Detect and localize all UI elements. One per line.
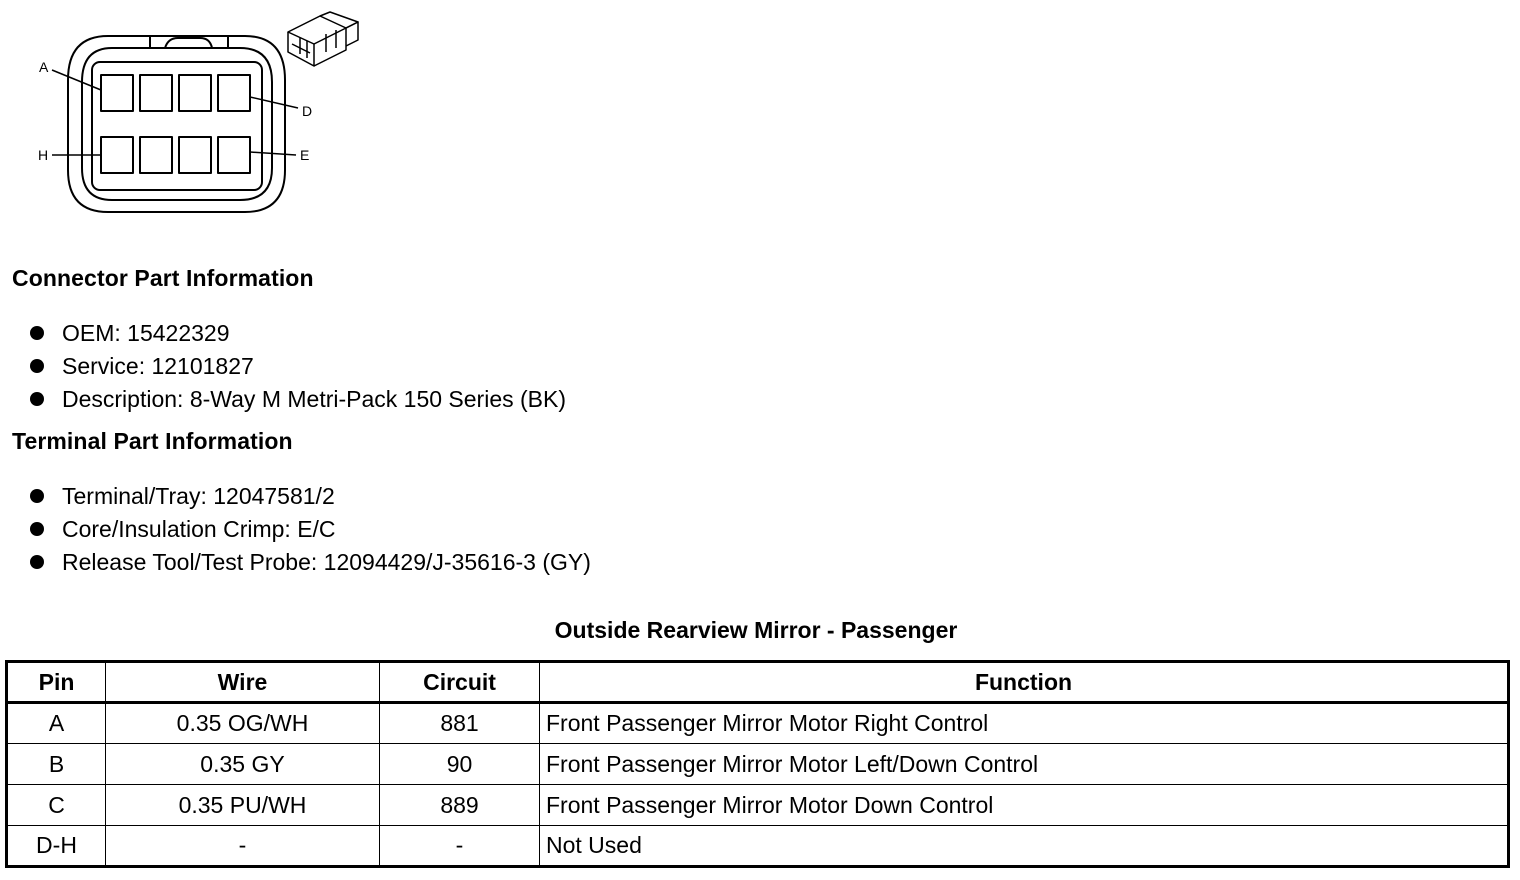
pin-label-d: D	[302, 103, 313, 119]
terminal-part-info-list	[28, 480, 591, 579]
leader-line-a	[52, 70, 101, 90]
cell-circuit: -	[380, 826, 540, 867]
cell-circuit: 90	[380, 744, 540, 785]
cell-pin: B	[7, 744, 106, 785]
pinout-table	[5, 660, 1510, 868]
cell-circuit: 881	[380, 703, 540, 744]
bullet-icon	[30, 522, 44, 536]
cavity-e	[218, 137, 250, 173]
cell-wire: 0.35 PU/WH	[106, 785, 380, 826]
list-item-text: Service: 12101827	[62, 353, 254, 379]
bullet-icon	[30, 555, 44, 569]
pin-label-e: E	[300, 147, 310, 163]
table-row	[7, 744, 1509, 785]
pin-label-a: A	[39, 59, 49, 75]
connector-3d-icon	[288, 12, 358, 66]
bullet-icon	[30, 392, 44, 406]
cell-function: Front Passenger Mirror Motor Down Control	[540, 785, 1509, 826]
table-header-row	[7, 662, 1509, 703]
cavity-h	[101, 137, 133, 173]
cell-wire: 0.35 GY	[106, 744, 380, 785]
list-item	[28, 383, 566, 416]
bullet-icon	[30, 326, 44, 340]
list-item	[28, 513, 591, 546]
cell-function: Front Passenger Mirror Motor Right Control	[540, 703, 1509, 744]
list-item	[28, 546, 591, 579]
connector-part-info-list	[28, 317, 566, 416]
cell-function: Not Used	[540, 826, 1509, 867]
cell-function: Front Passenger Mirror Motor Left/Down Control	[540, 744, 1509, 785]
cell-wire: -	[106, 826, 380, 867]
terminal-part-info-heading: Terminal Part Information	[12, 428, 293, 454]
list-item-text: Description: 8-Way M Metri-Pack 150 Series (BK)	[62, 386, 567, 412]
cavity-f	[179, 137, 211, 173]
bullet-icon	[30, 489, 44, 503]
list-item	[28, 480, 591, 513]
connector-diagram	[0, 0, 380, 230]
list-item	[28, 317, 566, 350]
cavity-b	[140, 75, 172, 111]
cavity-c	[179, 75, 211, 111]
connector-latch	[150, 36, 228, 48]
cavity-d	[218, 75, 250, 111]
table-row	[7, 703, 1509, 744]
list-item-text: Release Tool/Test Probe: 12094429/J-35616-3 (GY)	[62, 549, 591, 575]
list-item	[28, 350, 566, 383]
leader-line-d	[250, 97, 298, 108]
bullet-icon	[30, 359, 44, 373]
column-header-circuit: Circuit	[380, 662, 540, 703]
list-item-text: Terminal/Tray: 12047581/2	[62, 483, 335, 509]
list-item-text: Core/Insulation Crimp: E/C	[62, 516, 336, 542]
table-title: Outside Rearview Mirror - Passenger	[554, 617, 958, 643]
cavity-g	[140, 137, 172, 173]
cavity-a	[101, 75, 133, 111]
column-header-wire: Wire	[106, 662, 380, 703]
cell-pin: C	[7, 785, 106, 826]
column-header-pin: Pin	[7, 662, 106, 703]
connector-housing-inner	[82, 48, 272, 200]
table-row	[7, 785, 1509, 826]
cell-circuit: 889	[380, 785, 540, 826]
table-row	[7, 826, 1509, 867]
cell-pin: A	[7, 703, 106, 744]
list-item-text: OEM: 15422329	[62, 320, 230, 346]
column-header-function: Function	[540, 662, 1509, 703]
cell-wire: 0.35 OG/WH	[106, 703, 380, 744]
pin-label-h: H	[38, 147, 49, 163]
cell-pin: D-H	[7, 826, 106, 867]
connector-part-info-heading: Connector Part Information	[12, 265, 314, 291]
